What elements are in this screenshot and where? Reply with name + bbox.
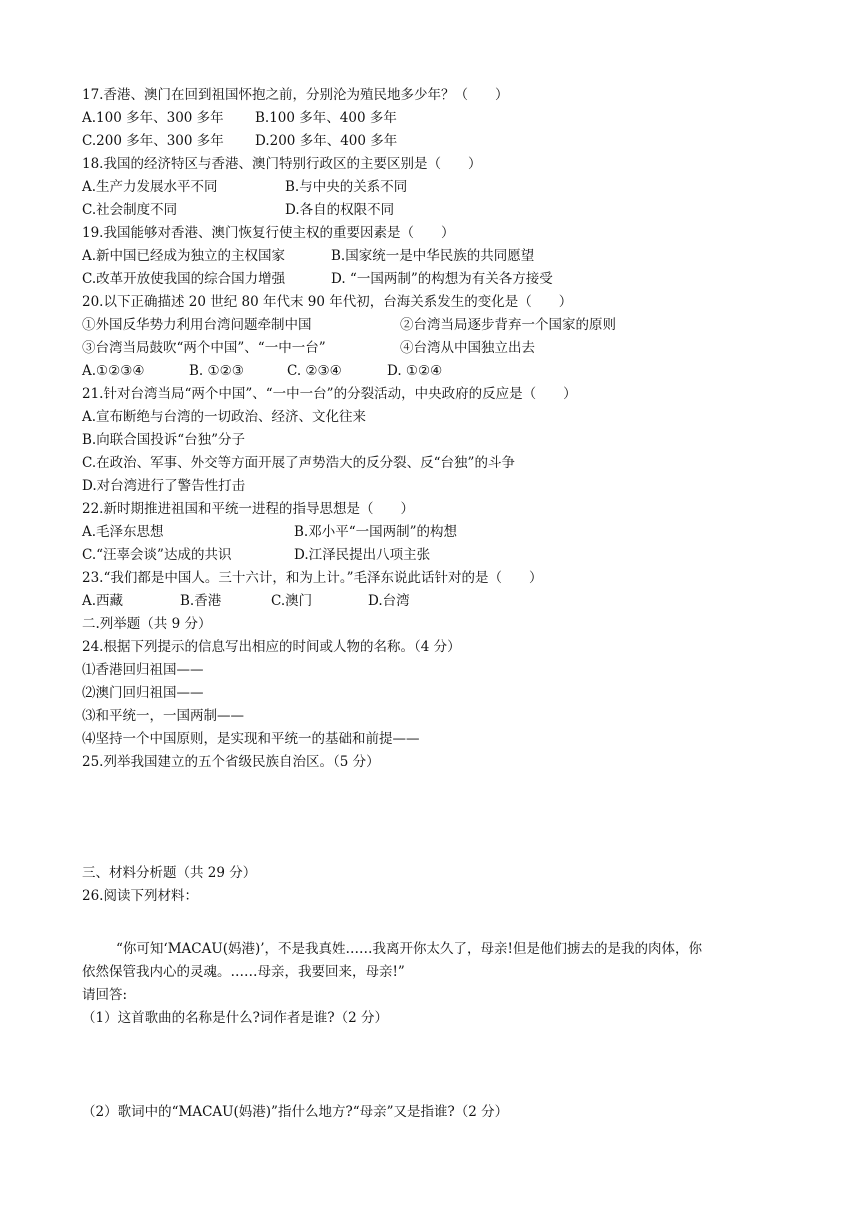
q20-statement-1: ①外国反华势力利用台湾问题牵制中国	[82, 317, 312, 333]
q17-option-a: A.100 多年、300 多年	[82, 110, 224, 126]
q26-part-2: （2）歌词中的“MACAU(妈港)”指什么地方?“母亲”又是指谁?（2 分）	[82, 1104, 509, 1120]
q18-option-d: D.各自的权限不同	[285, 202, 395, 218]
q22-option-b: B.邓小平“一国两制”的构想	[294, 524, 458, 540]
q18-option-b: B.与中央的关系不同	[285, 179, 408, 195]
q20-stem: 20.以下正确描述 20 世纪 80 年代末 90 年代初，台海关系发生的变化是（ ）	[82, 294, 573, 310]
q21-stem: 21.针对台湾当局“两个中国”、“一中一台”的分裂活动，中央政府的反应是（ ）	[82, 386, 577, 402]
q18-option-a: A.生产力发展水平不同	[82, 179, 218, 195]
q22-stem: 22.新时期推进祖国和平统一进程的指导思想是（ ）	[82, 501, 414, 517]
q23-stem: 23.“我们都是中国人。三十六计，和为上计。”毛泽东说此话针对的是（ ）	[82, 570, 543, 586]
q19-option-b: B.国家统一是中华民族的共同愿望	[331, 248, 535, 264]
q22-option-a: A.毛泽东思想	[82, 524, 164, 540]
q20-statement-2: ②台湾当局逐步背弃一个国家的原则	[400, 317, 616, 333]
q23-option-d: D.台湾	[368, 593, 410, 609]
q26-ask: 请回答:	[82, 987, 128, 1003]
q19-option-d: D. “一国两制”的构想为有关各方接受	[331, 271, 553, 287]
q21-option-a: A.宣布断绝与台湾的一切政治、经济、文化往来	[82, 409, 367, 425]
q26-stem: 26.阅读下列材料：	[82, 888, 198, 904]
q25-stem: 25.列举我国建立的五个省级民族自治区。（5 分）	[82, 754, 380, 770]
q19-option-a: A.新中国已经成为独立的主权国家	[82, 248, 286, 264]
q21-option-c: C.在政治、军事、外交等方面开展了声势浩大的反分裂、反“台独”的斗争	[82, 455, 515, 471]
q26-material-line-2: 依然保管我内心的灵魂。……母亲，我要回来，母亲!”	[82, 964, 405, 980]
q20-statement-4: ④台湾从中国独立出去	[400, 340, 535, 356]
q24-item-3: ⑶和平统一，一国两制——	[82, 708, 244, 724]
q17-option-d: D.200 多年、400 多年	[255, 133, 398, 149]
q20-option-b: B. ①②③	[189, 363, 244, 379]
q20-option-c: C. ②③④	[287, 363, 342, 379]
q17-stem: 17.香港、澳门在回到祖国怀抱之前，分别沦为殖民地多少年？（ ）	[82, 87, 509, 103]
q26-part-1: （1）这首歌曲的名称是什么?词作者是谁?（2 分）	[82, 1010, 388, 1026]
q17-option-c: C.200 多年、300 多年	[82, 133, 224, 149]
section-3-title: 三、材料分析题（共 29 分）	[82, 865, 257, 881]
q21-option-b: B.向联合国投诉“台独”分子	[82, 432, 246, 448]
q24-item-1: ⑴香港回归祖国——	[82, 662, 204, 678]
q20-option-d: D. ①②④	[387, 363, 443, 379]
q18-stem: 18.我国的经济特区与香港、澳门特别行政区的主要区别是（ ）	[82, 156, 482, 172]
q22-option-d: D.江泽民提出八项主张	[294, 547, 431, 563]
q20-statement-3: ③台湾当局鼓吹“两个中国”、“一中一台”	[82, 340, 326, 356]
q23-option-b: B.香港	[180, 593, 222, 609]
q26-material-line-1: “你可知‘MACAU(妈港)’，不是我真姓……我离开你太久了，母亲!但是他们掳去的是我的肉体，你	[116, 941, 702, 957]
q19-option-c: C.改革开放使我国的综合国力增强	[82, 271, 286, 287]
q24-item-2: ⑵澳门回归祖国——	[82, 685, 204, 701]
q19-stem: 19.我国能够对香港、澳门恢复行使主权的重要因素是（ ）	[82, 225, 455, 241]
q24-item-4: ⑷坚持一个中国原则，是实现和平统一的基础和前提——	[82, 731, 420, 747]
q18-option-c: C.社会制度不同	[82, 202, 178, 218]
q23-option-c: C.澳门	[271, 593, 313, 609]
q23-option-a: A.西藏	[82, 593, 124, 609]
q24-stem: 24.根据下列提示的信息写出相应的时间或人物的名称。（4 分）	[82, 639, 461, 655]
q17-option-b: B.100 多年、400 多年	[255, 110, 397, 126]
q20-option-a: A.①②③④	[82, 363, 145, 379]
q21-option-d: D.对台湾进行了警告性打击	[82, 478, 246, 494]
section-2-title: 二.列举题（共 9 分）	[82, 616, 212, 632]
q22-option-c: C.“汪辜会谈”达成的共识	[82, 547, 232, 563]
